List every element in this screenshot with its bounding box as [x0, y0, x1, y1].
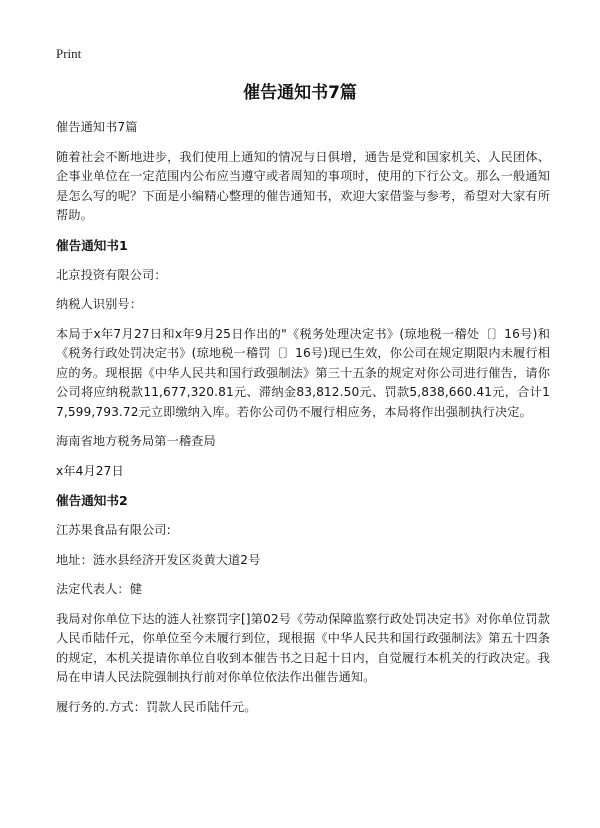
notice2-body: 我局对你单位下达的涟人社察罚字[]第02号《劳动保障监察行政处罚决定书》对你单位罚款人民币陆仟元，你单位至今未履行到位，现根据《中华人民共和国行政强制法》第五十四条的规定，本机关提请你单位自收到本催告书之日起十日内，自觉履行本机关的行政决定。我局在申请人民法院强制执行前对你单位依法作出催告通知。: [56, 611, 550, 684]
notice1-date: x年4月27日: [56, 463, 124, 478]
notice1-taxpayer-id: 纳税人识别号：: [56, 297, 143, 311]
notice1-heading: 催告通知书1: [56, 237, 128, 253]
notice1-issuer: 海南省地方税务局第一稽查局: [56, 434, 216, 448]
page-title: 催告通知书7篇: [243, 83, 357, 103]
notice2-obligation: 履行务的.方式：罚款人民币陆仟元。: [56, 699, 257, 714]
notice2-address: 地址：涟水县经济开发区炎黄大道2号: [56, 552, 261, 567]
print-label: Print: [56, 46, 82, 61]
intro-paragraph: 随着社会不断地进步，我们使用上通知的情况与日俱增，通告是党和国家机关、人民团体、企事业单位在一定范围内公布应当遵守或者周知的事项时，使用的下行公文。那么一般通知是怎么写的呢？下面是小编精心整理的催告通知书，欢迎大家借鉴与参考，希望对大家有所帮助。: [56, 149, 550, 222]
notice2-legal-rep: 法定代表人：健: [56, 582, 143, 596]
notice2-heading: 催告通知书2: [56, 493, 128, 508]
document-body: [56, 118, 550, 725]
notice2-recipient: 江苏果食品有限公司:: [56, 523, 171, 537]
intro-subtitle: 催告通知书7篇: [56, 120, 138, 134]
notice1-body: 本局于x年7月27日和x年9月25日作出的"《税务处理决定书》(琼地税一稽处〔〕16号)和《税务行政处罚决定书》(琼地税一稽罚〔〕16号)现已生效，你公司在规定期限内未履行相应的务。现根据《中华人民共和国行政强制法》第三十五条的规定对你公司进行催告，请你公司将应纳税款11,677,320.81元、滞纳金83,812.50元、罚款5,838,660.41元，合计17,599,793.72元立即缴纳入库。若你公司仍不履行相应务，本局将作出强制执行决定。: [56, 326, 550, 419]
notice1-recipient: 北京投资有限公司：: [56, 267, 167, 282]
